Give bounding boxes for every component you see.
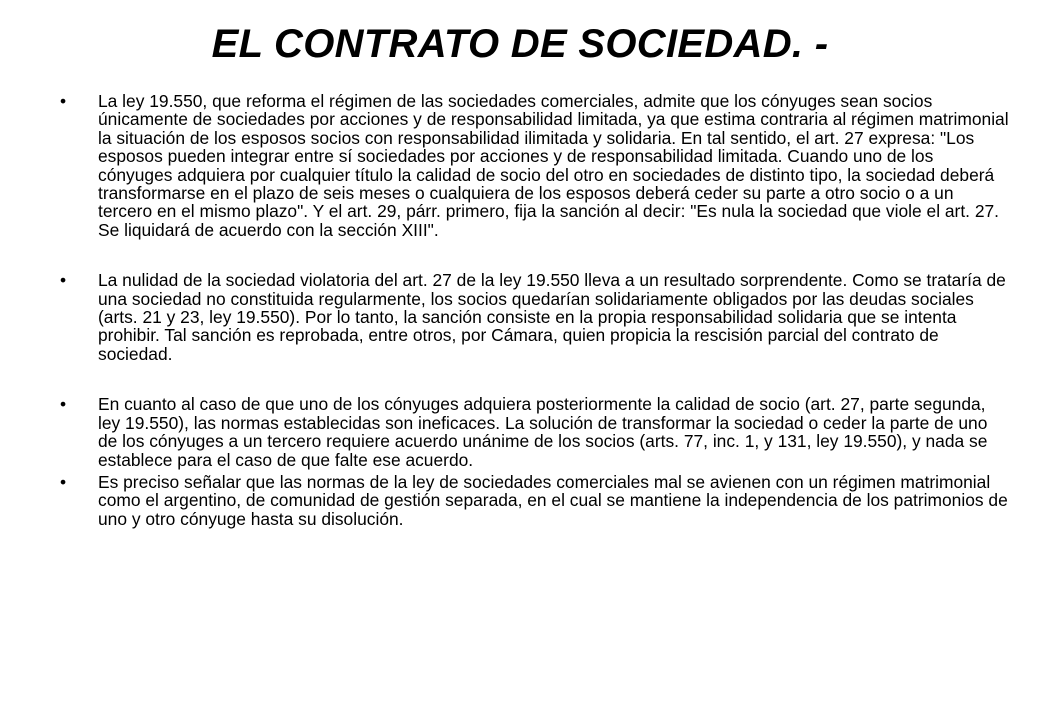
- bullet-text-3: En cuanto al caso de que uno de los cónyuges adquiera posteriormente la calidad de socio (art. 27, parte segunda, ley 19.550), las normas establecidas son ineficaces. La solución de transformar la sociedad o ceder la parte de uno de los cónyuges a un tercero requiere acuerdo unánime de los socios (arts. 77, inc. 1, y 131, ley 19.550), y nada se establece para el caso de que falte ese acuerdo.: [98, 394, 988, 470]
- slide-title: EL CONTRATO DE SOCIEDAD. -: [211, 22, 829, 66]
- bullet-item-1: [60, 92, 1010, 239]
- bullet-dot-icon: •: [60, 394, 67, 415]
- bullet-item-3: [60, 395, 1010, 469]
- bullet-item-2: [60, 271, 1010, 363]
- bullet-dot-icon: •: [60, 471, 67, 492]
- bullet-text-2: La nulidad de la sociedad violatoria del art. 27 de la ley 19.550 lleva a un resultado sorprendente. Como se trataría de una sociedad no constituida regularmente, los socios quedarían solidariamente obligados por las deudas sociales (arts. 21 y 23, ley 19.550). Por lo tanto, la sanción consiste en la propia responsabilidad solidaria que se intenta prohibir. Tal sanción es reprobada, entre otros, por Cámara, quien propicia la rescisión parcial del contrato de sociedad.: [98, 270, 1006, 364]
- bullet-dot-icon: •: [60, 91, 67, 111]
- bullet-dot-icon: •: [60, 270, 67, 291]
- bullet-list: [60, 92, 1010, 528]
- bullet-text-4: Es preciso señalar que las normas de la ley de sociedades comerciales mal se avienen con un régimen matrimonial como el argentino, de comunidad de gestión separada, en el cual se mantiene la independencia de los patrimonios de uno y otro cónyuge hasta su disolución.: [98, 471, 1008, 529]
- bullet-text-1: La ley 19.550, que reforma el régimen de las sociedades comerciales, admite que los cónyuges sean socios únicamente de sociedades por acciones y de responsabilidad limitada, ya que estima contraria al régimen matrimonial la situación de los esposos socios con responsabilidad ilimitada y solidaria. En tal sentido, el art. 27 expresa: "Los esposos pueden integrar entre sí sociedades por acciones y de responsabilidad limitada. Cuando uno de los cónyuges adquiera por cualquier título la calidad de socio del otro en sociedades de distinto tipo, la sociedad deberá transformarse en el plazo de seis meses o cualquiera de los esposos deberá ceder su parte a otro socio o a un tercero en el mismo plazo". Y el art. 29, párr. primero, fija la sanción al decir: "Es nula la sociedad que viole el art. 27. Se liquidará de acuerdo con la sección XIII".: [98, 91, 1009, 240]
- bullet-item-4: [60, 473, 1010, 528]
